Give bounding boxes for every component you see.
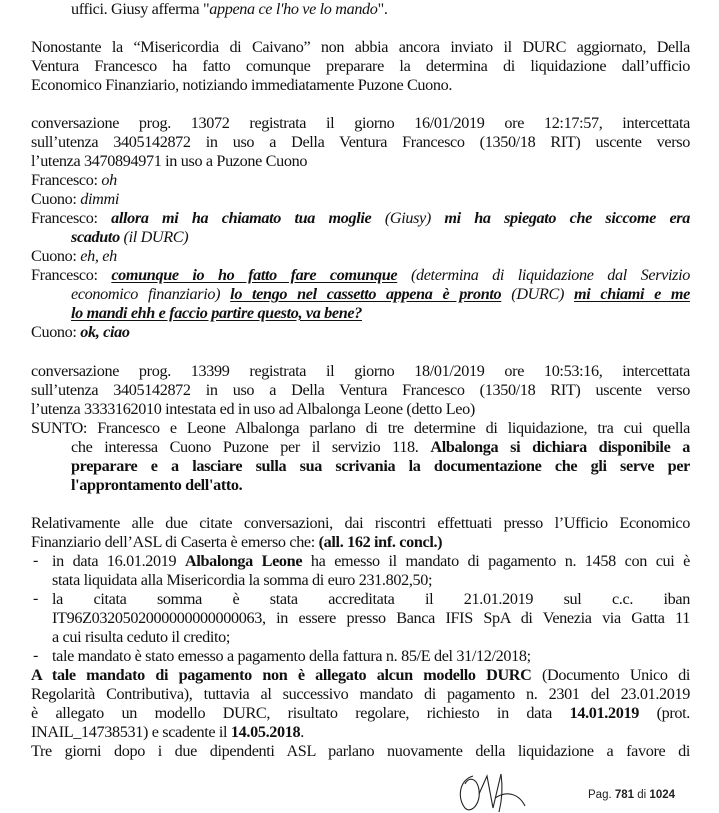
text: è allegato un modello DURC, risultato regolare, richiesto in data bbox=[31, 704, 552, 722]
speaker: Francesco: bbox=[31, 266, 98, 284]
conversation-header-line: conversazione prog. 13399 registrata il giorno 18/01/2019 ore 10:53:16, intercettata bbox=[31, 362, 690, 380]
bullet-line: la citata somma è stata accreditata il 21.01.2019 sul c.c. iban bbox=[52, 590, 690, 608]
speaker: Cuono: bbox=[31, 190, 77, 208]
paragraph-line: Nonostante la “Misericordia di Caivano” non abbia ancora inviato il DURC aggiornato, Della bbox=[31, 38, 690, 56]
paragraph-line: Economico Finanziario, notiziando immediatamente Puzone Cuono. bbox=[31, 76, 453, 94]
paragraph-line: Ventura Francesco ha fatto comunque preparare la determina di liquidazione dall’ufficio bbox=[31, 57, 690, 75]
page-prefix: Pag. bbox=[588, 789, 612, 801]
summary-line: preparare e a lasciare sulla sua scrivania la documentazione che gli serve per bbox=[71, 457, 690, 475]
bold-text: Albalonga si dichiara disponibile a bbox=[430, 438, 690, 456]
utterance: ok, ciao bbox=[80, 323, 130, 341]
attachment-ref: (all. 162 inf. concl.) bbox=[318, 533, 443, 551]
paragraph-line: Regolarità Contributiva), tuttavia al successivo mandato di pagamento n. 2301 del 23.01.2019 bbox=[31, 685, 690, 703]
bold-date: 14.05.2018 bbox=[230, 723, 301, 741]
dialogue-line bbox=[31, 322, 690, 342]
conversation-header-line: sull’utenza 3405142872 in uso a Della Ventura Francesco (1350/18 RIT) uscente verso bbox=[31, 133, 690, 151]
dialogue-line bbox=[31, 265, 690, 285]
summary-line bbox=[71, 437, 690, 457]
paragraph-line bbox=[31, 722, 690, 742]
bold-text: Albalonga Leone bbox=[185, 552, 303, 570]
speaker: Francesco: bbox=[31, 171, 98, 189]
dialogue-line bbox=[71, 284, 690, 304]
dialogue-line bbox=[71, 227, 690, 247]
speaker: Cuono: bbox=[31, 247, 77, 265]
annotation: (Giusy) bbox=[384, 209, 431, 227]
speaker: Francesco: bbox=[31, 209, 98, 227]
utterance: mi chiami e me bbox=[574, 285, 690, 303]
page-total: 1024 bbox=[649, 789, 676, 801]
text: ha emesso il mandato di pagamento n. 1458 con cui è bbox=[310, 552, 690, 570]
text-line bbox=[71, 0, 690, 19]
dialogue-line bbox=[31, 170, 690, 190]
conversation-header-line: conversazione prog. 13072 registrata il giorno 16/01/2019 ore 12:17:57, intercettata bbox=[31, 114, 690, 132]
text: che interessa Cuono Puzone per il servizio 118. bbox=[71, 438, 419, 456]
dialogue-line bbox=[31, 246, 690, 266]
paragraph-line: Tre giorni dopo i due dipendenti ASL parlano nuovamente della liquidazione a favore di bbox=[31, 742, 690, 760]
bullet-dash: - bbox=[33, 647, 39, 664]
dialogue-line bbox=[71, 303, 690, 323]
conversation-header-line: sull’utenza 3405142872 in uso a Della Ventura Francesco (1350/18 RIT) uscente verso bbox=[31, 381, 690, 399]
page-current: 781 bbox=[614, 789, 635, 801]
text: uffici. Giusy afferma " bbox=[71, 0, 210, 18]
conversation-header-line: l’utenza 3470894971 in uso a Puzone Cuono bbox=[31, 152, 308, 170]
text: (prot. bbox=[656, 704, 690, 722]
annotation: (determina di liquidazione dal Servizio bbox=[410, 266, 690, 284]
bullet-dash: - bbox=[33, 552, 39, 569]
bold-text: A tale mandato di pagamento non è allegato alcun modello DURC bbox=[31, 666, 532, 684]
bullet-dash: - bbox=[33, 590, 39, 607]
annotation: (il DURC) bbox=[123, 228, 189, 246]
text: ". bbox=[377, 0, 388, 18]
utterance: eh, eh bbox=[80, 247, 117, 265]
utterance: dimmi bbox=[80, 190, 120, 208]
utterance: oh bbox=[101, 171, 117, 189]
summary-line: l'approntamento dell'atto. bbox=[71, 476, 243, 494]
utterance: comunque io ho fatto fare comunque bbox=[111, 266, 398, 284]
utterance: scaduto bbox=[71, 228, 120, 246]
utterance: mi ha spiegato che siccome era bbox=[444, 209, 690, 227]
paragraph-line bbox=[31, 532, 690, 552]
bullet-line bbox=[52, 551, 690, 571]
text: (Documento Unico di bbox=[541, 666, 690, 684]
signature-icon bbox=[455, 768, 555, 813]
speaker: Cuono: bbox=[31, 323, 77, 341]
dialogue-line bbox=[31, 208, 690, 228]
bullet-line: stata liquidata alla Misericordia la somma di euro 231.802,50; bbox=[52, 571, 433, 589]
annotation: (DURC) bbox=[511, 285, 565, 303]
summary-line: SUNTO: Francesco e Leone Albalonga parlano di tre determine di liquidazione, tra cui quella bbox=[31, 419, 690, 437]
paragraph-line bbox=[31, 703, 690, 723]
conversation-header-line: l’utenza 3333162010 intestata ed in uso ad Albalonga Leone (detto Leo) bbox=[31, 400, 475, 418]
text: INAIL_14738531) e scadente il bbox=[31, 723, 228, 741]
utterance: allora mi ha chiamato tua moglie bbox=[111, 209, 372, 227]
bullet-line: a cui risulta ceduto il credito; bbox=[52, 628, 231, 646]
page-number bbox=[588, 789, 675, 801]
dialogue-line bbox=[31, 189, 690, 209]
annotation: economico finanziario) bbox=[71, 285, 221, 303]
utterance: lo mandi ehh e faccio partire questo, va bene? bbox=[71, 304, 362, 322]
bullet-line: tale mandato è stato emesso a pagamento della fattura n. 85/E del 31/12/2018; bbox=[52, 647, 531, 665]
text: . bbox=[300, 723, 304, 741]
paragraph-line: Relativamente alle due citate conversazioni, dai riscontri effettuati presso l’Ufficio Economico bbox=[31, 514, 690, 532]
bullet-line: IT96Z0320502000000000000063, in essere presso Banca IFIS SpA di Venezia via Gatta 11 bbox=[52, 609, 690, 627]
paragraph-line bbox=[31, 665, 690, 685]
quote-text: appena ce l'ho ve lo mando bbox=[209, 0, 378, 18]
text: Finanziario dell’ASL di Caserta è emerso che: bbox=[31, 533, 315, 551]
bold-date: 14.01.2019 bbox=[569, 704, 639, 722]
page-separator: di bbox=[637, 789, 647, 801]
utterance: lo tengo nel cassetto appena è pronto bbox=[230, 285, 502, 303]
text: in data 16.01.2019 bbox=[52, 552, 177, 570]
